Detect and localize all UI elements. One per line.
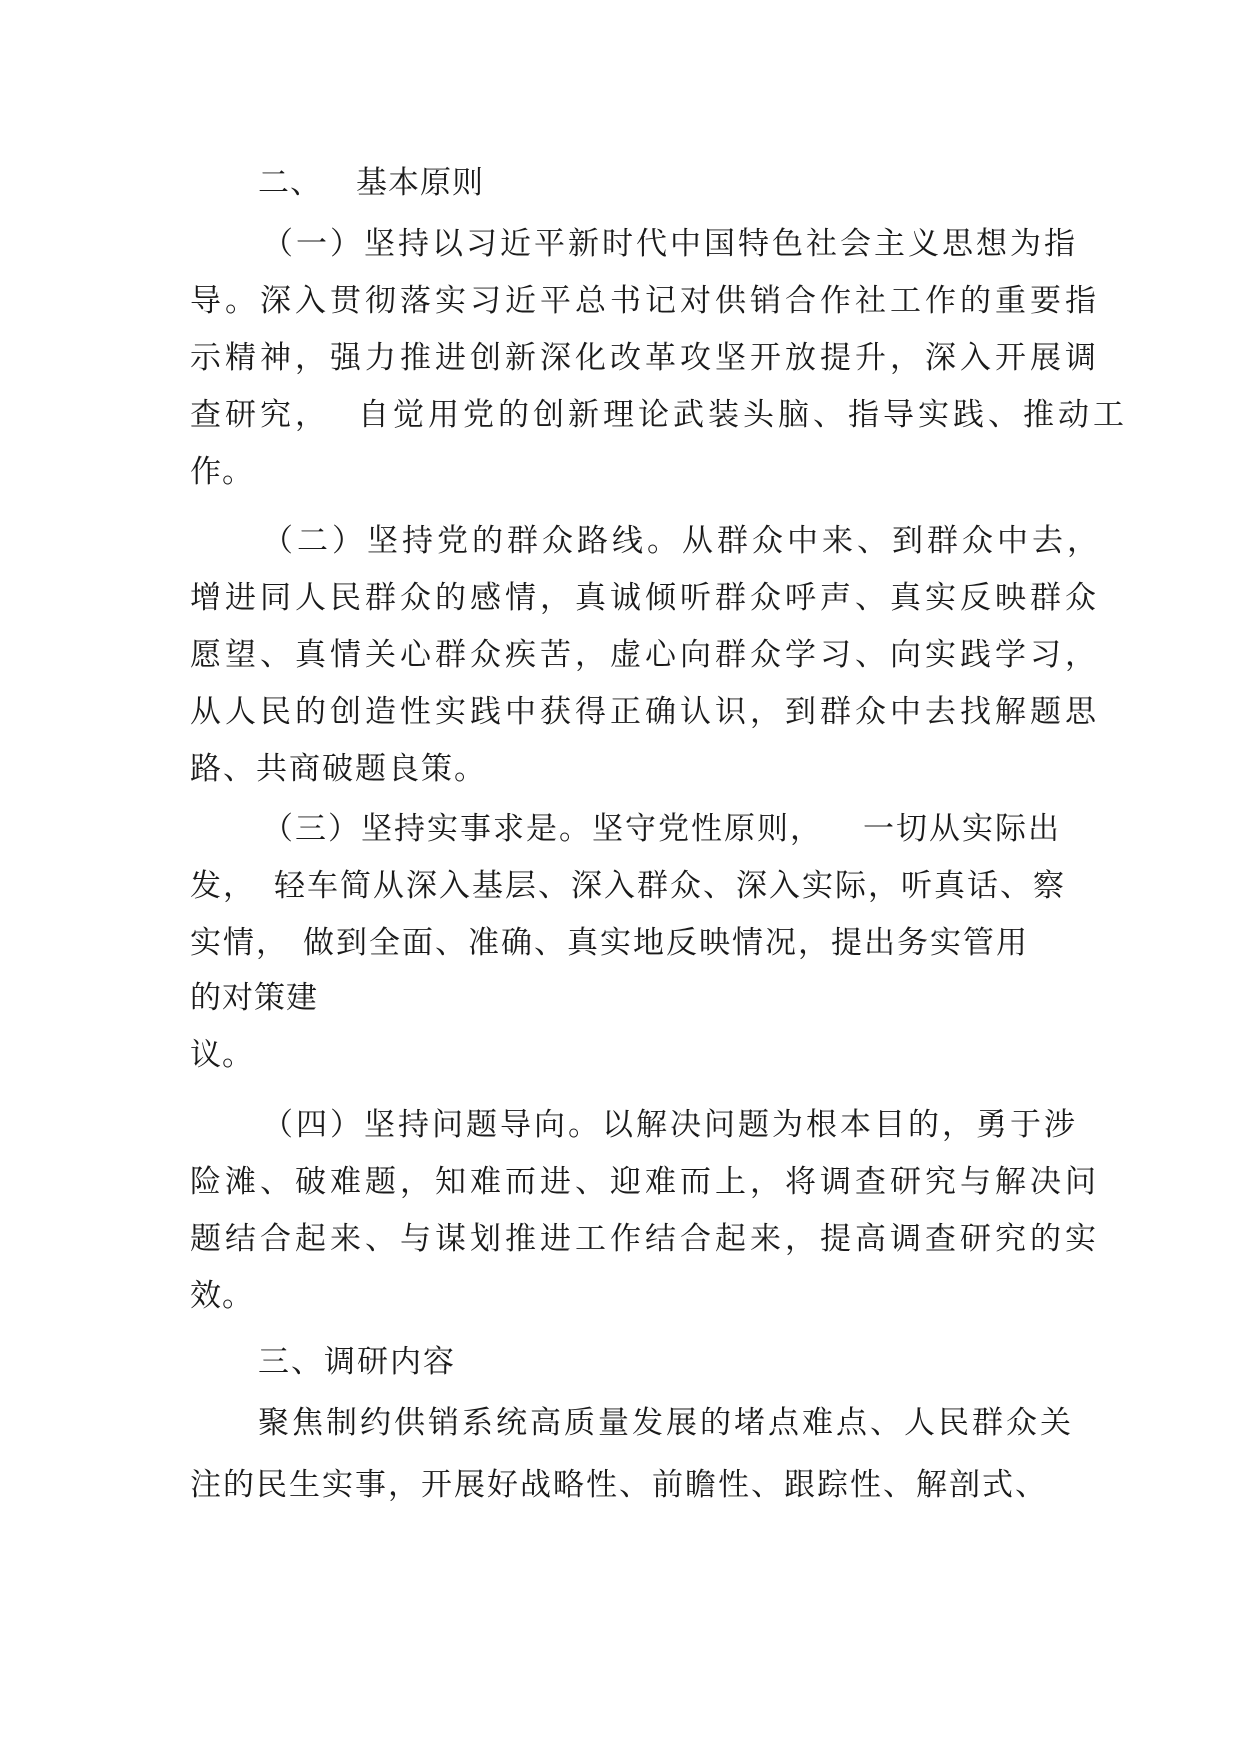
text-line: 效。	[190, 1278, 254, 1314]
text-line: 发， 轻车简从深入基层、深入群众、深入实际，听真话、察	[190, 868, 1066, 904]
text-line: 示精神，强力推进创新深化改革攻坚开放提升，深入开展调	[190, 340, 1100, 376]
text-line: 路、共商破题良策。	[190, 751, 487, 787]
text-line: 聚焦制约供销系统高质量发展的堵点难点、人民群众关	[258, 1405, 1074, 1441]
text-line: 险滩、破难题，知难而进、迎难而上，将调查研究与解决问	[190, 1164, 1100, 1200]
text-line: 查研究， 自觉用党的创新理论武装头脑、指导实践、推动工	[190, 397, 1128, 433]
text-line: 导。深入贯彻落实习近平总书记对供销合作社工作的重要指	[190, 283, 1100, 319]
text-line: 愿望、真情关心群众疾苦，虚心向群众学习、向实践学习，	[190, 637, 1100, 673]
text-line: （三）坚持实事求是。坚守党性原则， 一切从实际出	[262, 811, 1061, 847]
text-line: 注的民生实事，开展好战略性、前瞻性、跟踪性、解剖式、	[190, 1467, 1048, 1503]
text-line: 议。	[190, 1037, 254, 1073]
text-line: 题结合起来、与谋划推进工作结合起来，提高调查研究的实	[190, 1221, 1100, 1257]
text-line: 的对策建	[190, 980, 318, 1016]
text-line: 从人民的创造性实践中获得正确认识，到群众中去找解题思	[190, 694, 1100, 730]
text-line: 实情， 做到全面、准确、真实地反映情况，提出务实管用	[190, 925, 1029, 961]
text-line: （二）坚持党的群众路线。从群众中来、到群众中去，	[262, 523, 1102, 559]
text-line: 增进同人民群众的感情，真诚倾听群众呼声、真实反映群众	[190, 580, 1100, 616]
text-line: （四）坚持问题导向。以解决问题为根本目的，勇于涉	[262, 1107, 1078, 1143]
section-number: 二、	[258, 165, 322, 201]
text-line: （一）坚持以习近平新时代中国特色社会主义思想为指	[262, 226, 1078, 262]
section-heading-3: 三、调研内容	[258, 1344, 456, 1380]
section-heading-2	[258, 163, 484, 203]
section-title: 基本原则	[356, 165, 484, 201]
text-line: 作。	[190, 454, 254, 490]
